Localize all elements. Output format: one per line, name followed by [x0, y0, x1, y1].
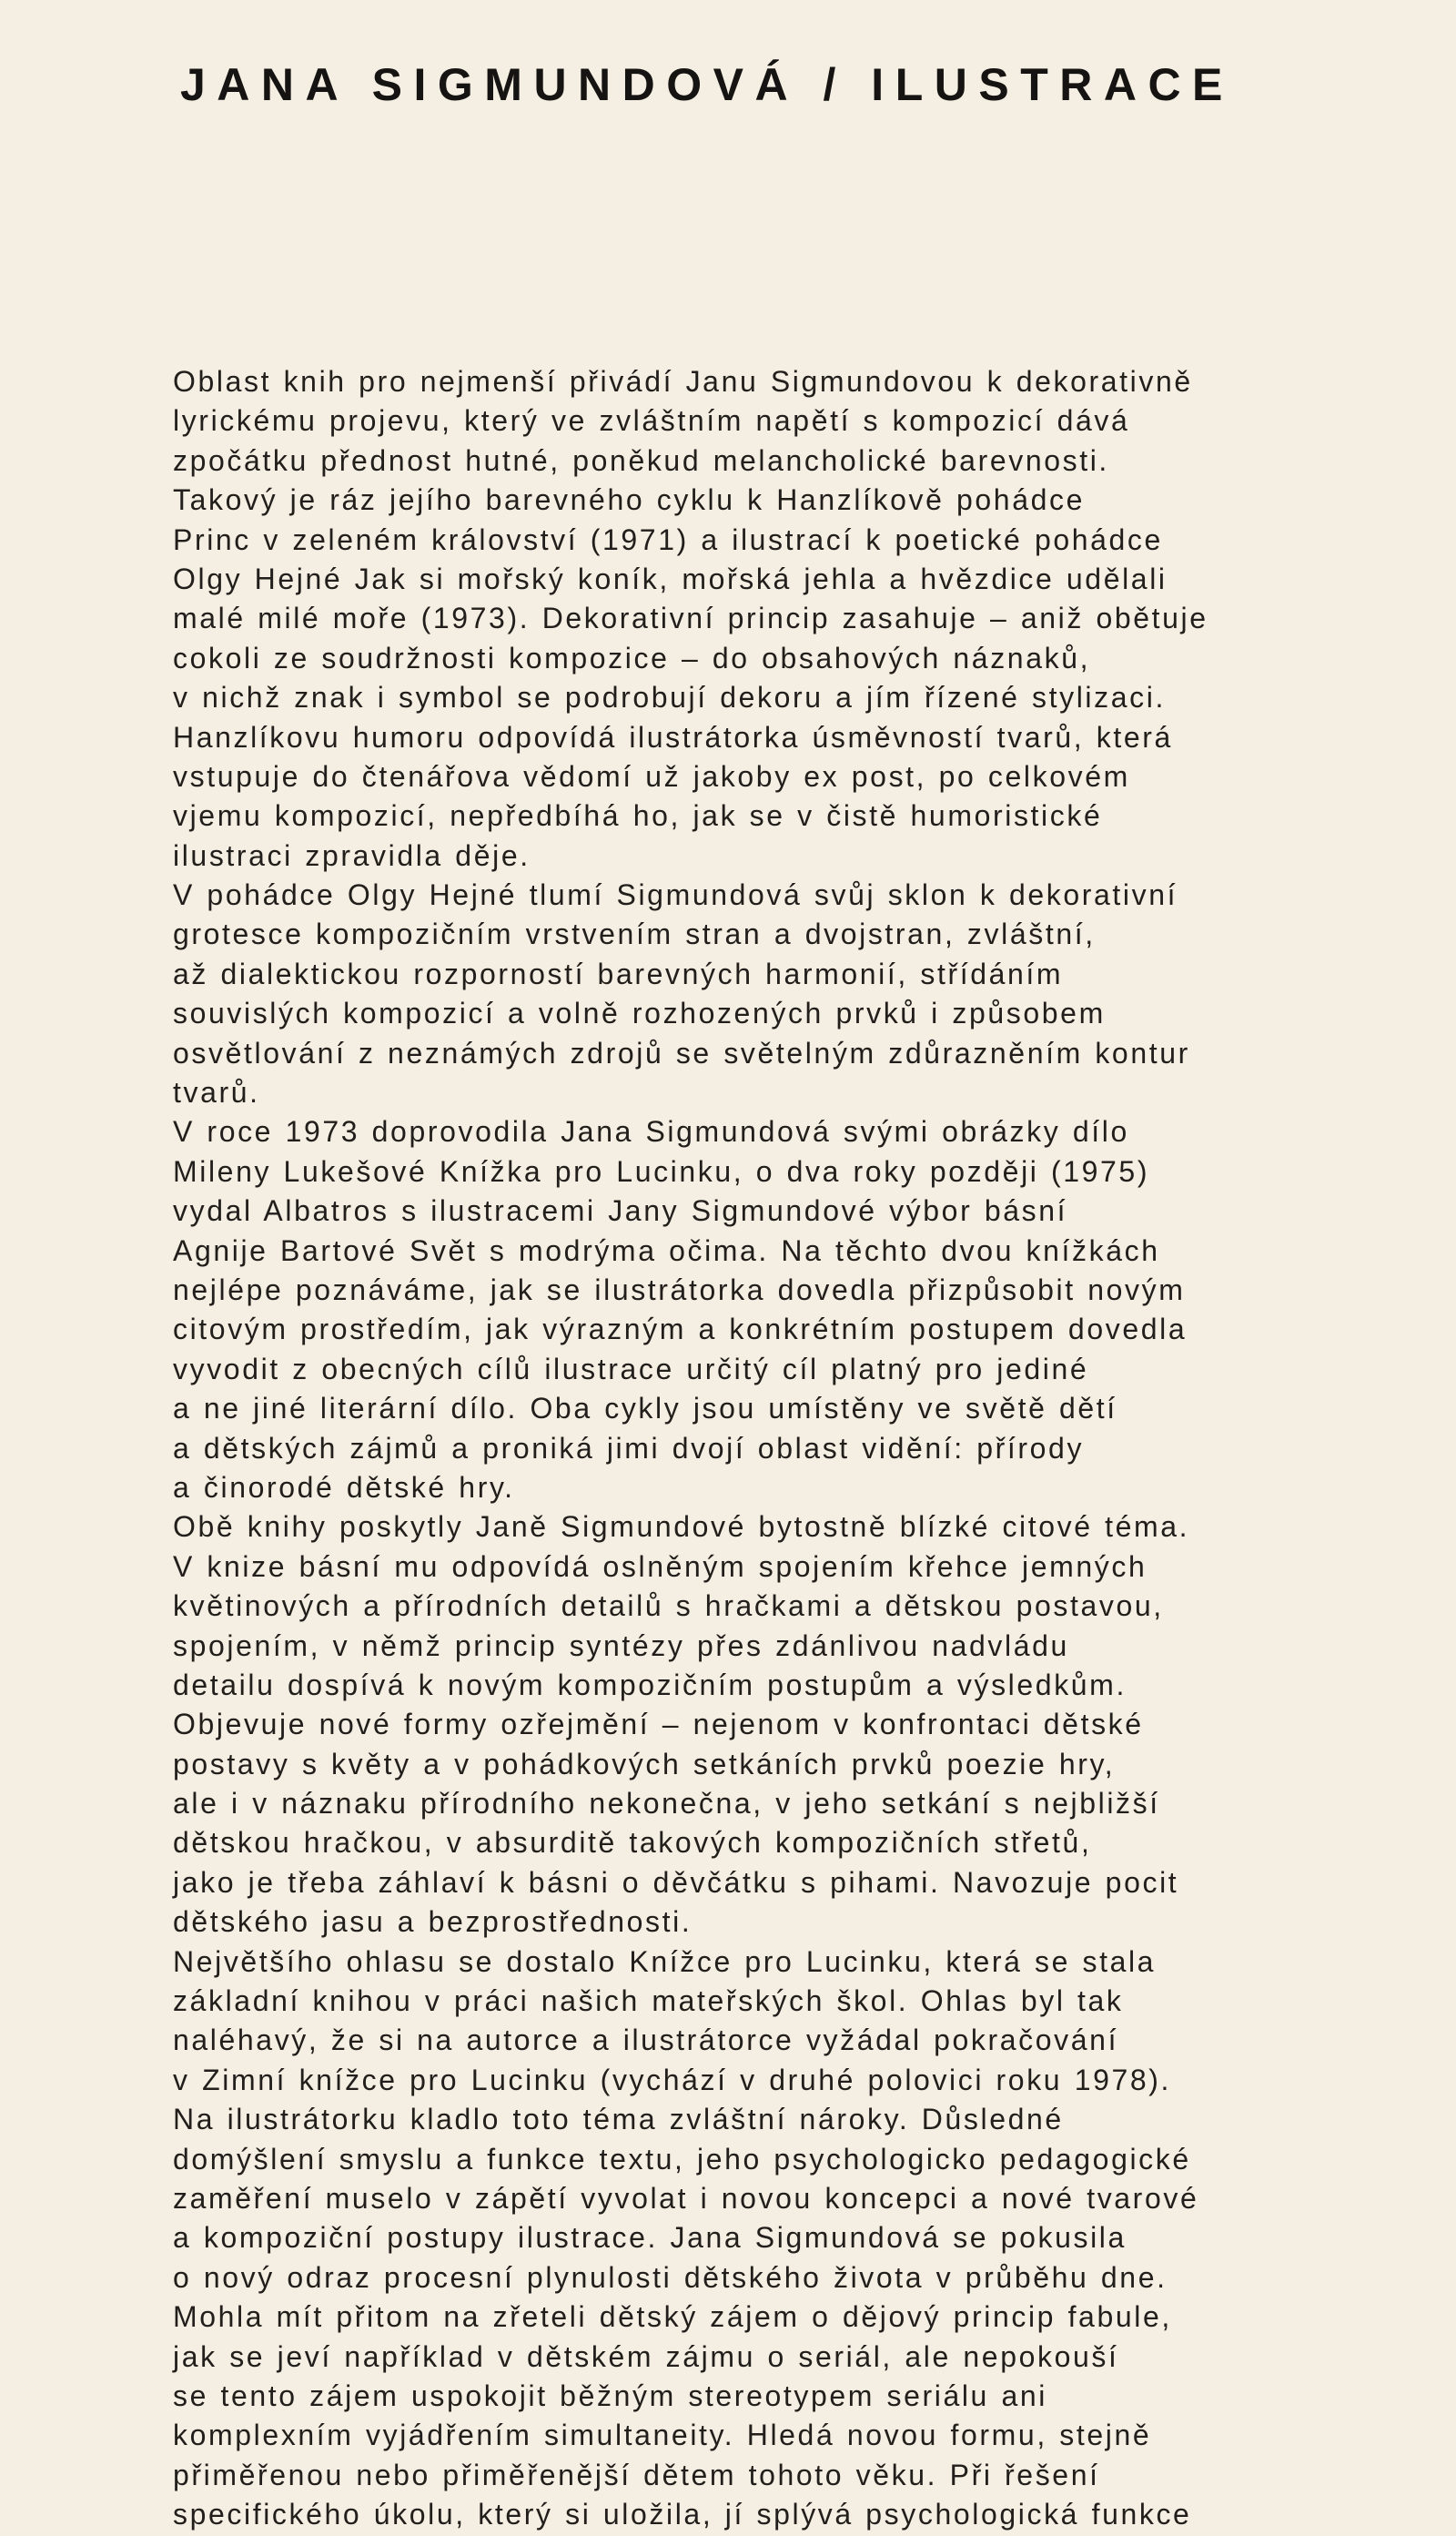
text-line: cokoli ze soudržnosti kompozice – do obsahových náznaků, [173, 641, 1091, 675]
text-line: Objevuje nové formy ozřejmění – nejenom v konfrontaci dětské [173, 1708, 1144, 1741]
text-line: naléhavý, že si na autorce a ilustrátorce vyžádal pokračování [173, 2024, 1119, 2057]
text-line: vstupuje do čtenářova vědomí už jakoby ex post, po celkovém [173, 759, 1130, 793]
text-line: zaměření muselo v zápětí vyvolat i novou koncepci a nové tvarové [173, 2181, 1199, 2215]
text-line: nejlépe poznáváme, jak se ilustrátorka dovedla přizpůsobit novým [173, 1273, 1186, 1306]
text-line: v nichž znak i symbol se podrobují dekoru a jím řízené stylizaci. [173, 681, 1166, 715]
text-line: Oblast knih pro nejmenší přivádí Janu Sigmundovou k dekorativně [173, 365, 1193, 398]
text-line: jak se jeví například v dětském zájmu o seriál, ale nepokouší [173, 2339, 1119, 2373]
text-line: a dětských zájmů a proniká jimi dvojí oblast vidění: přírody [173, 1431, 1085, 1465]
text-line: základní knihou v práci našich mateřských škol. Ohlas byl tak [173, 1984, 1124, 2018]
text-line: osvětlování z neznámých zdrojů se světelným zdůrazněním kontur [173, 1036, 1190, 1070]
text-line: dětského jasu a bezprostřednosti. [173, 1905, 693, 1939]
text-line: a činorodé dětské hry. [173, 1470, 515, 1504]
paragraph [173, 876, 1208, 1112]
text-line: a ne jiné literární dílo. Oba cykly jsou umístěny ve světě dětí [173, 1392, 1117, 1425]
text-line: Agnije Bartové Svět s modrýma očima. Na těchto dvou knížkách [173, 1233, 1160, 1267]
text-line: Mileny Lukešové Knížka pro Lucinku, o dva roky později (1975) [173, 1154, 1150, 1188]
text-line: se tento zájem uspokojit běžným stereotypem seriálu ani [173, 2379, 1047, 2412]
text-line: tvarů. [173, 1076, 260, 1110]
text-line: detailu dospívá k novým kompozičním postupům a výsledkům. [173, 1668, 1127, 1701]
text-line: Hanzlíkovu humoru odpovídá ilustrátorka úsměvností tvarů, která [173, 720, 1173, 754]
text-line: ilustraci zpravidla děje. [173, 838, 531, 872]
text-line: jako je třeba záhlaví k básni o děvčátku s pihami. Navozuje pocit [173, 1865, 1179, 1899]
text-line: souvislých kompozicí a volně rozhozených prvků i způsobem [173, 997, 1106, 1030]
paragraph [173, 362, 1208, 876]
article-body [173, 362, 1208, 2534]
text-line: postavy s květy a v pohádkových setkáních prvků poezie hry, [173, 1747, 1116, 1780]
text-line: v Zimní knížce pro Lucinku (vychází v druhé polovici roku 1978). [173, 2063, 1172, 2096]
paragraph [173, 1943, 1208, 2535]
text-line: Mohla mít přitom na zřeteli dětský zájem o dějový princip fabule, [173, 2300, 1172, 2334]
paragraph [173, 1112, 1208, 1507]
text-line: Obě knihy poskytly Janě Sigmundové bytostně blízké citové téma. [173, 1510, 1190, 1544]
text-line: dětskou hračkou, v absurditě takových kompozičních střetů, [173, 1826, 1092, 1860]
text-line: zpočátku přednost hutné, poněkud melancholické barevnosti. [173, 443, 1109, 477]
text-line: komplexním vyjádřením simultaneity. Hledá novou formu, stejně [173, 2419, 1152, 2452]
text-line: vjemu kompozicí, nepředbíhá ho, jak se v čistě humoristické [173, 799, 1103, 833]
text-line: o nový odraz procesní plynulosti dětského života v průběhu dne. [173, 2260, 1168, 2294]
text-line: malé milé moře (1973). Dekorativní princip zasahuje – aniž obětuje [173, 602, 1208, 635]
text-line: Největšího ohlasu se dostalo Knížce pro Lucinku, která se stala [173, 1944, 1157, 1978]
text-line: vydal Albatros s ilustracemi Jany Sigmundové výbor básní [173, 1194, 1068, 1228]
text-line: V pohádce Olgy Hejné tlumí Sigmundová svůj sklon k dekorativní [173, 878, 1178, 912]
text-line: až dialektickou rozporností barevných harmonií, střídáním [173, 957, 1064, 990]
page-title: JANA SIGMUNDOVÁ / ILUSTRACE [180, 59, 1234, 110]
text-line: domýšlení smyslu a funkce textu, jeho psychologicko pedagogické [173, 2142, 1191, 2176]
text-line: Na ilustrátorku kladlo toto téma zvláštní nároky. Důsledné [173, 2103, 1064, 2136]
text-line: ale i v náznaku přírodního nekonečna, v jeho setkání s nejbližší [173, 1787, 1160, 1821]
text-line: Takový je ráz jejího barevného cyklu k Hanzlíkově pohádce [173, 483, 1085, 517]
text-line: specifického úkolu, který si uložila, jí splývá psychologická funkce [173, 2498, 1192, 2531]
text-line: grotesce kompozičním vrstvením stran a dvojstran, zvláštní, [173, 918, 1096, 951]
text-line: V roce 1973 doprovodila Jana Sigmundová svými obrázky dílo [173, 1115, 1129, 1149]
text-line: Olgy Hejné Jak si mořský koník, mořská jehla a hvězdice udělali [173, 562, 1168, 595]
text-line: a kompoziční postupy ilustrace. Jana Sigmundová se pokusila [173, 2221, 1127, 2255]
text-line: V knize básní mu odpovídá oslněným spojením křehce jemných [173, 1549, 1148, 1583]
paragraph [173, 1507, 1208, 1942]
text-line: vyvodit z obecných cílů ilustrace určitý cíl platný pro jediné [173, 1352, 1089, 1385]
text-line: spojením, v němž princip syntézy přes zdánlivou nadvládu [173, 1628, 1069, 1662]
text-line: květinových a přírodních detailů s hračkami a dětskou postavou, [173, 1589, 1164, 1623]
text-line: lyrickému projevu, který ve zvláštním napětí s kompozicí dává [173, 404, 1130, 438]
text-line: přiměřenou nebo přiměřenější dětem tohoto věku. Při řešení [173, 2458, 1100, 2491]
text-line: citovým prostředím, jak výrazným a konkrétním postupem dovedla [173, 1313, 1188, 1346]
text-line: Princ v zeleném království (1971) a ilustrací k poetické pohádce [173, 522, 1163, 556]
